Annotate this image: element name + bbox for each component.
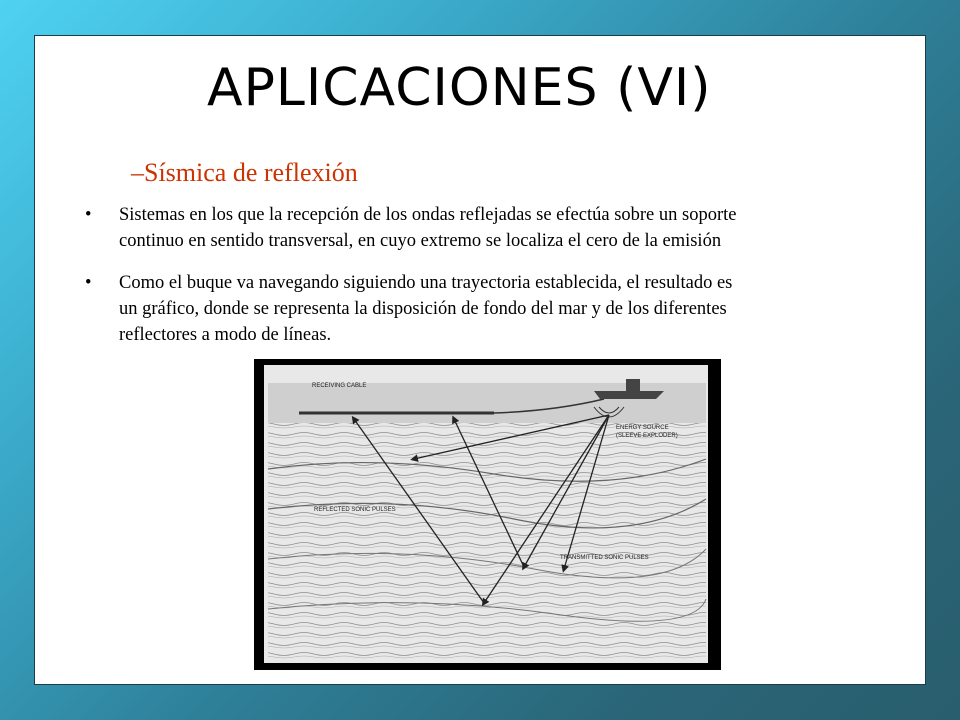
label-energy-source: ENERGY SOURCE [616,425,669,431]
label-energy-source-sub: (SLEEVE EXPLODER) [616,433,678,439]
label-transmitted-pulses: TRANSMITTED SONIC PULSES [560,555,649,561]
label-receiving-cable: RECEIVING CABLE [312,383,367,389]
ship-cabin [626,379,640,391]
bullet-marker: • [85,205,92,225]
bullet-item [85,270,925,348]
label-reflected-pulses: REFLECTED SONIC PULSES [314,507,396,513]
bullet-item [85,202,925,254]
bullet-text: Sistemas en los que la recepción de los ondas reflejadas se efectúa sobre un soporte continuo en sentido transversal, en cuyo extremo se localiza el cero de la emisión [119,205,737,251]
seismic-diagram [254,359,721,670]
slide-subheading: –Sísmica de reflexión [131,158,358,187]
ship-icon [594,391,664,399]
bullet-marker: • [85,273,92,293]
sediment-layers [268,423,706,659]
seismic-reflection-figure [254,359,721,670]
water-layer [268,383,706,423]
slide [34,35,926,685]
slide-title: APLICACIONES (VI) [207,58,712,118]
bullet-list [85,202,925,364]
bullet-text: Como el buque va navegando siguiendo una trayectoria establecida, el resultado es un gráfico, donde se representa la disposición de fondo del mar y de los diferentes reflectores a modo de líneas. [119,273,733,345]
